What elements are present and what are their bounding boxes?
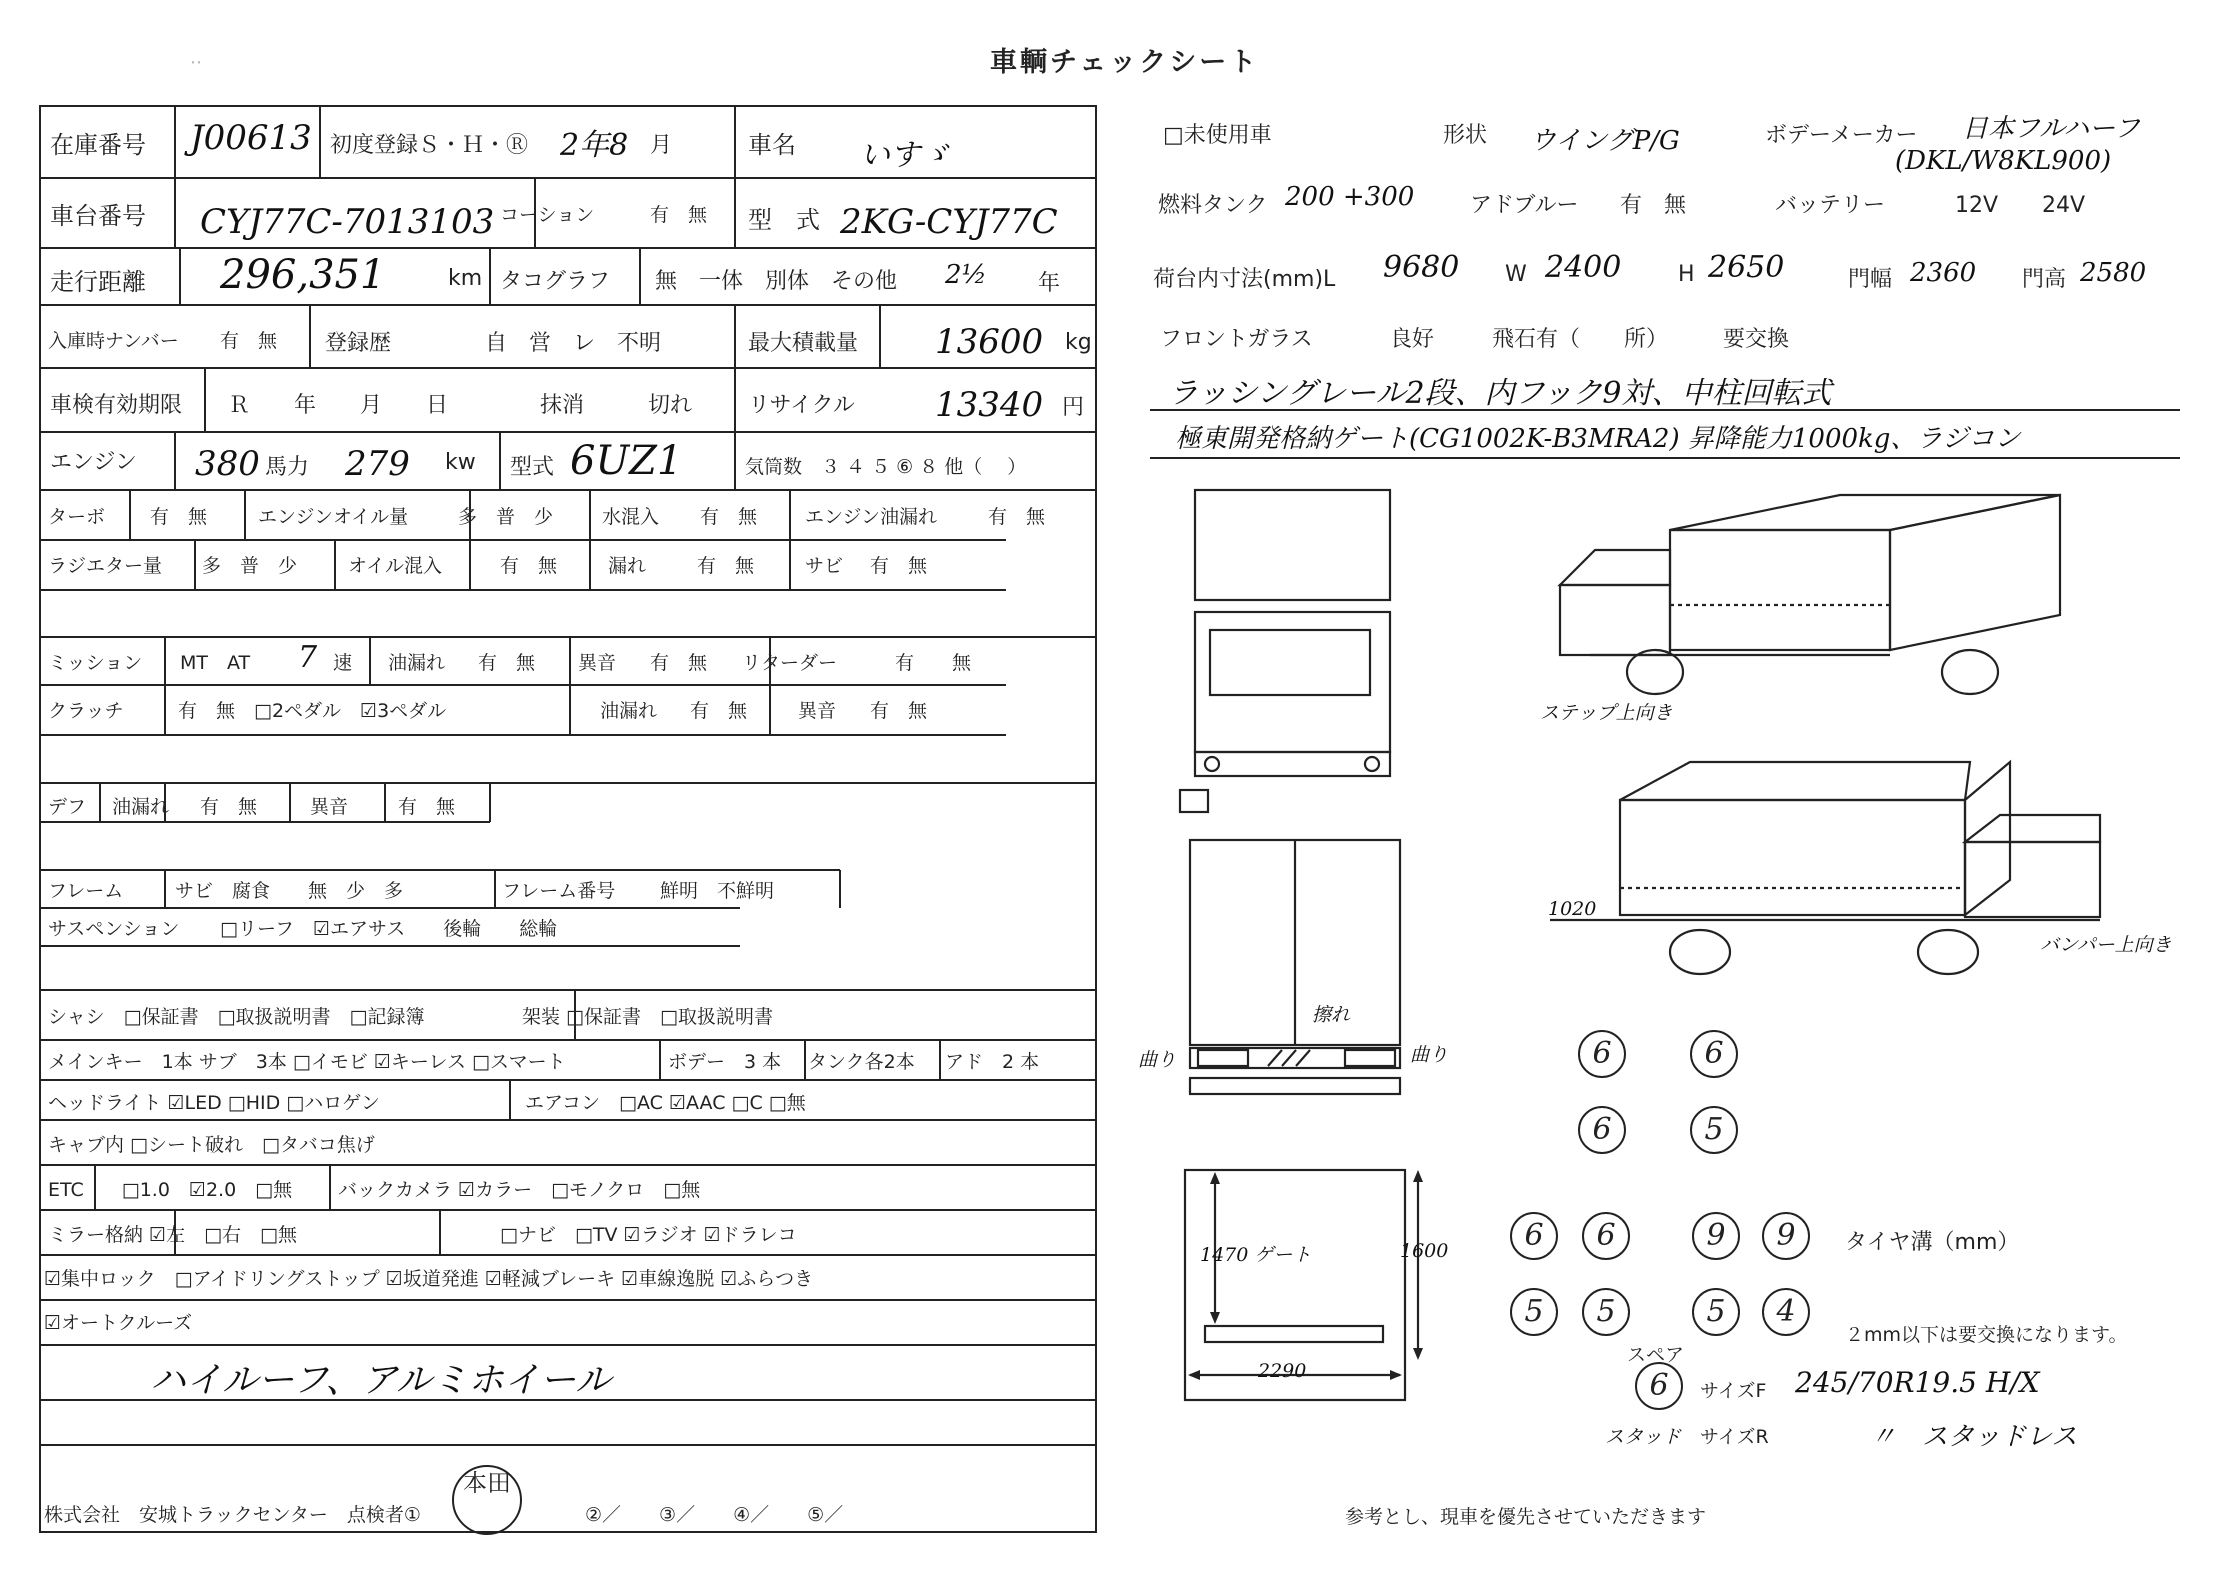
door-height-label: 門高 <box>2022 267 2067 292</box>
mission-options: MT AT <box>180 652 251 674</box>
tire-f-value: 245/70R19.5 H/X <box>1795 1366 2040 1399</box>
company: 株式会社 安城トラックセンター 点検者① <box>44 1504 421 1526</box>
unused-checkbox: □未使用車 <box>1163 123 1272 148</box>
tire-depth: 6 <box>1690 1030 1738 1078</box>
hp-label: 馬力 <box>265 455 310 480</box>
cargo-label: 荷台内寸法(mm)L <box>1153 267 1336 292</box>
windshield-options: 良好 <box>1390 327 1435 352</box>
replace-label: 要交換 <box>1723 327 1790 352</box>
adblue-label: アドブルー <box>1470 193 1579 218</box>
coating-label: コーション <box>500 204 595 226</box>
battery-label: バッテリー <box>1775 193 1886 218</box>
tacho-unit: 年 <box>1038 271 1061 296</box>
chassis-docs: シャシ □保証書 □取扱説明書 □記録簿 <box>48 1006 425 1028</box>
inspection-date: Ｒ 年 月 日 <box>228 393 449 418</box>
leak-options: 有 無 <box>697 555 755 577</box>
tire-note: ２mm以下は要交換になります。 <box>1845 1324 2128 1346</box>
diff-leak-options: 有 無 <box>200 796 258 818</box>
water-mix-options: 有 無 <box>700 506 758 528</box>
bend-right-note: 曲り <box>1410 1044 1449 1066</box>
oil-level-options: 多 普 少 <box>458 506 554 528</box>
inspector-stamp: 本田 <box>452 1465 522 1535</box>
back-camera: バックカメラ ☑カラー □モノクロ □無 <box>338 1179 701 1201</box>
car-name-label: 車名 <box>748 131 796 159</box>
door-width-label: 門幅 <box>1848 267 1893 292</box>
reg-hist-options: 自 営 レ 不明 <box>485 331 662 356</box>
stud-label: スタッド <box>1605 1426 1682 1448</box>
step-note: ステップ上向き <box>1540 702 1673 724</box>
car-name-value: いすゞ <box>860 138 950 173</box>
rust-label: サビ <box>805 555 844 577</box>
mileage-label: 走行距離 <box>50 268 146 296</box>
memo-line-1: ラッシングレール2段、内フック9対、中柱回転式 <box>1168 376 1832 411</box>
notes: ハイルーフ、アルミホイール <box>150 1360 612 1401</box>
tire-depth: 6 <box>1578 1106 1626 1154</box>
inspection-label: 車検有効期限 <box>50 393 183 418</box>
headlight: ヘッドライト ☑LED □HID □ハロゲン <box>48 1092 380 1114</box>
spare-label: スペア <box>1627 1344 1685 1366</box>
stock-no-value: J00613 <box>190 118 312 158</box>
water-mix-label: 水混入 <box>602 506 660 528</box>
tacho-options: 無 一体 別体 その他 <box>655 269 898 294</box>
memo-line-2: 極東開発格納ゲート(CG1002K-B3MRA2) 昇降能力1000kg、ラジコン <box>1175 424 2021 454</box>
fuel-value: 200 +300 <box>1285 182 1415 212</box>
turbo-label: ターボ <box>48 506 106 528</box>
suspension-options: □リーフ ☑エアサス 後輪 総輪 <box>220 918 558 940</box>
chassis-no-label: 車台番号 <box>50 202 146 230</box>
page-title: 車輌チェックシート <box>990 47 1260 78</box>
max-load-label: 最大積載量 <box>748 331 859 356</box>
clutch-noise-options: 有 無 <box>870 700 928 722</box>
first-reg-label: 初度登録Ｓ・Ｈ・Ⓡ <box>330 133 529 158</box>
tire-depth: 9 <box>1762 1212 1810 1260</box>
frame-label: フレーム <box>48 880 124 902</box>
tacho-label: タコグラフ <box>500 269 611 294</box>
shape-label: 形状 <box>1443 123 1488 148</box>
oil-level-label: エンジンオイル量 <box>258 506 409 528</box>
clutch-noise-label: 異音 <box>798 700 837 722</box>
cabin: キャブ内 □シート破れ □タバコ焦げ <box>48 1134 375 1156</box>
fuel-label: 燃料タンク <box>1158 193 1268 218</box>
cylinders: 気筒数 ３ ４ ５ ⑥ ８ 他（ ） <box>745 456 1027 478</box>
chip-label: 飛石有（ 所） <box>1492 327 1669 352</box>
tire-depth: 6 <box>1582 1212 1630 1260</box>
mission-speed: 7 <box>298 640 318 675</box>
nav: □ナビ □TV ☑ラジオ ☑ドラレコ <box>500 1224 797 1246</box>
body-model-value: (DKL/W8KL900) <box>1895 146 2112 176</box>
footer-note: 参考とし、現車を優先させていただきます <box>1345 1506 1707 1528</box>
oil-leak-options: 有 無 <box>988 506 1046 528</box>
retarder-options: 有 無 <box>895 652 972 674</box>
radiator-label: ラジエター量 <box>48 555 163 577</box>
tire-depth: 6 <box>1510 1212 1558 1260</box>
first-reg-year: 2年8 <box>560 128 629 163</box>
kw-value: 279 <box>345 444 410 484</box>
diff-noise-options: 有 無 <box>398 796 456 818</box>
max-load-unit: kg <box>1065 330 1092 355</box>
frame-no-label: フレーム番号 <box>502 880 616 902</box>
mission-speed-unit: 速 <box>333 652 353 674</box>
clutch-label: クラッチ <box>48 700 124 722</box>
oil-leak-label: エンジン油漏れ <box>805 506 938 528</box>
reg-hist-label: 登録歴 <box>325 331 392 356</box>
tank-key: タンク各2本 <box>808 1051 915 1073</box>
clutch-options: 有 無 □2ペダル ☑3ペダル <box>178 700 447 722</box>
inspection-status-expired: 切れ <box>648 393 693 418</box>
windshield-label: フロントガラス <box>1160 327 1313 352</box>
door-height: 2580 <box>2080 258 2147 288</box>
cargo-height: 2650 <box>1708 250 1785 285</box>
body-docs: 架装 □保証書 □取扱説明書 <box>522 1006 773 1028</box>
options-row: ☑集中ロック □アイドリングストップ ☑坂道発進 ☑軽減ブレーキ ☑車線逸脱 ☑ふらつき <box>44 1268 814 1290</box>
tire-depth: 5 <box>1582 1288 1630 1336</box>
tire-depth-label: タイヤ溝（mm） <box>1845 1230 2020 1255</box>
plate-label: 入庫時ナンバー <box>48 330 179 352</box>
chassis-no-value: CYJ77C-7013103 <box>200 202 495 242</box>
recycle-unit: 円 <box>1062 395 1085 420</box>
mission-leak-options: 有 無 <box>478 652 536 674</box>
diff-leak-label: 油漏れ <box>112 796 170 818</box>
ad-key: アド 2 本 <box>945 1051 1040 1073</box>
gate-label: 1470 ゲート <box>1200 1244 1312 1266</box>
tire-depth: 4 <box>1762 1288 1810 1336</box>
diff-label: デフ <box>48 796 87 818</box>
tire-r-value: 〃 スタッドレス <box>1870 1422 2078 1452</box>
mirror: ミラー格納 ☑左 □右 □無 <box>48 1224 297 1246</box>
model-value: 2KG-CYJ77C <box>840 202 1058 242</box>
mission-label: ミッション <box>48 652 143 674</box>
inspect-marks: ②／ ③／ ④／ ⑤／ <box>585 1504 844 1526</box>
adblue-options: 有 無 <box>1620 193 1687 218</box>
mileage-unit: km <box>448 266 483 291</box>
tire-depth: 6 <box>1578 1030 1626 1078</box>
frame-no-options: 鮮明 不鮮明 <box>660 880 775 902</box>
diff-noise-label: 異音 <box>310 796 349 818</box>
tire-f-label: サイズF <box>1700 1380 1767 1402</box>
inspection-status-cancelled: 抹消 <box>540 393 585 418</box>
scratch-note: 擦れ <box>1312 1004 1351 1026</box>
engine-model-value: 6UZ1 <box>570 438 683 484</box>
rust-options: 有 無 <box>870 555 928 577</box>
gate-height: 1600 <box>1400 1240 1449 1262</box>
battery-options: 12V 24V <box>1955 193 2086 218</box>
plate-options: 有 無 <box>220 330 278 352</box>
tire-depth: 5 <box>1690 1106 1738 1154</box>
gate-width: 2290 <box>1258 1360 1307 1382</box>
etc: ETC □1.0 ☑2.0 □無 <box>48 1179 293 1201</box>
leak-label: 漏れ <box>608 555 647 577</box>
bend-left-note: 曲り <box>1138 1049 1177 1071</box>
turbo-options: 有 無 <box>150 506 208 528</box>
body-maker-label: ボデーメーカー <box>1765 123 1918 148</box>
cargo-height-label: H <box>1678 262 1695 287</box>
oil-mix-options: 有 無 <box>500 555 558 577</box>
suspension-label: サスペンション <box>48 918 180 940</box>
bumper-note: バンパー上向き <box>2040 934 2172 956</box>
hp-value: 380 <box>195 444 260 484</box>
first-reg-month: 月 <box>650 133 673 158</box>
radiator-options: 多 普 少 <box>202 555 298 577</box>
tacho-value: 2½ <box>945 260 987 290</box>
clutch-leak-label: 油漏れ <box>600 700 658 722</box>
engine-label: エンジン <box>50 450 137 475</box>
scan-mark: ·· <box>190 52 203 74</box>
dim-1020: 1020 <box>1548 898 1597 920</box>
cargo-width: 2400 <box>1545 250 1622 285</box>
mileage-value: 296,351 <box>220 252 386 298</box>
kw-unit: kw <box>445 450 476 475</box>
mission-leak-label: 油漏れ <box>388 652 446 674</box>
recycle-label: リサイクル <box>748 393 855 418</box>
body-key: ボデー 3 本 <box>668 1051 782 1073</box>
coating-options: 有 無 <box>650 204 708 226</box>
noise-label: 異音 <box>578 652 617 674</box>
model-label: 型 式 <box>748 206 820 234</box>
body-maker-value: 日本フルハーフ <box>1962 114 2140 144</box>
clutch-leak-options: 有 無 <box>690 700 748 722</box>
max-load-value: 13600 <box>935 322 1044 362</box>
cargo-width-label: W <box>1505 262 1527 287</box>
spare-tire-depth: 6 <box>1635 1362 1683 1410</box>
cargo-length: 9680 <box>1383 250 1460 285</box>
frame-options: サビ 腐食 無 少 多 <box>175 880 404 902</box>
tire-r-label: サイズR <box>1700 1426 1769 1448</box>
tire-depth: 5 <box>1510 1288 1558 1336</box>
noise-options: 有 無 <box>650 652 708 674</box>
tire-depth: 5 <box>1692 1288 1740 1336</box>
shape-value: ウイングP/G <box>1530 126 1680 156</box>
retarder-label: リターダー <box>742 652 838 674</box>
door-width: 2360 <box>1910 258 1977 288</box>
aircon: エアコン □AC ☑AAC □C □無 <box>525 1092 806 1114</box>
recycle-value: 13340 <box>935 385 1044 425</box>
main-key: メインキー 1本 サブ 3本 □イモビ ☑キーレス □スマート <box>48 1051 566 1073</box>
cruise: ☑オートクルーズ <box>44 1312 193 1334</box>
oil-mix-label: オイル混入 <box>348 555 443 577</box>
stock-no-label: 在庫番号 <box>50 131 146 159</box>
tire-depth: 9 <box>1692 1212 1740 1260</box>
engine-model-label: 型式 <box>510 455 555 480</box>
